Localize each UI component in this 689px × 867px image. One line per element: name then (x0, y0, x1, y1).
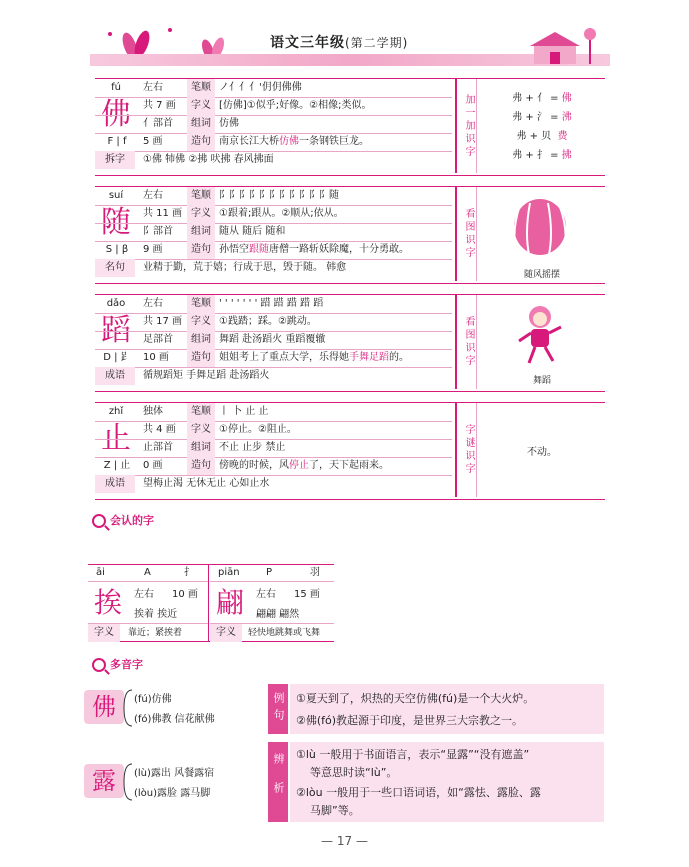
row-label: 字义 (187, 421, 215, 439)
radical: 阝部首 (143, 226, 173, 237)
index-letter: A (144, 567, 151, 578)
row-label: 字义 (187, 313, 215, 331)
analysis-line-2: ②lòu 一般用于一些口语词语，如“露怯、露脸、露 (296, 786, 541, 799)
side-equations: 弗 + 亻 = 佛 弗 + 氵 = 沸 弗 + 贝 费 弗 + 扌 = 拂 (512, 93, 572, 161)
row-label: 造句 (187, 241, 215, 259)
words: 翩翩 翩然 (256, 609, 300, 620)
stroke-order: ' ' ' ' ' ' ' 踖 踖 踖 踖 蹈 (219, 298, 324, 309)
example-sentence: 傍晚的时候，风停止了，天下起雨来。 (219, 460, 389, 471)
big-character: 蹈 (101, 313, 131, 348)
words: 挨着 挨近 (134, 609, 178, 620)
header-house-decoration (510, 24, 610, 70)
strokes-label: 笔顺 (187, 403, 215, 421)
image-caption: 舞蹈 (532, 376, 551, 386)
meaning: ①跟着;跟从。②顺从;依从。 (219, 208, 344, 219)
extra-strokes: 9 画 (143, 244, 163, 255)
strokes-label: 笔顺 (187, 79, 215, 97)
index-letter: S | β (105, 244, 129, 255)
foot-content: 望梅止渴 无休无止 心如止水 (143, 478, 270, 489)
foot-label: 成语 (95, 475, 135, 493)
stroke-count: 共 7 画 (143, 100, 176, 111)
meaning: 轻快地跳舞或飞舞 (248, 628, 321, 638)
row-label: 造句 (187, 133, 215, 151)
pinyin: zhǐ (108, 406, 124, 417)
structure: 左右 (143, 298, 163, 309)
page-number: — 17 — (321, 834, 368, 848)
pinyin: dǎo (106, 298, 126, 309)
brace-icon (122, 762, 134, 802)
analysis-box (290, 742, 604, 822)
char-block-dao (95, 294, 605, 392)
radical: 亻部首 (143, 118, 173, 129)
index-letter: Z | 止 (103, 460, 131, 471)
index-letter: P (266, 567, 273, 578)
riddle-text: 不动。 (527, 447, 557, 458)
row-label: 造句 (187, 457, 215, 475)
section-recognize-heading: 会认的字 (92, 512, 154, 528)
polyphone-char: 佛 (84, 690, 124, 724)
foot-label: 拆字 (95, 151, 135, 169)
page-title: 语文三年级(第二学期) (270, 35, 409, 51)
magnifier-icon (92, 658, 106, 672)
words: 仿佛 (219, 118, 239, 129)
foot-label: 成语 (95, 367, 135, 385)
structure: 左右 (143, 190, 163, 201)
stroke-count: 15 画 (294, 589, 320, 600)
image-caption: 随风摇摆 (523, 270, 560, 280)
words: 舞蹈 赴汤蹈火 重蹈覆辙 (219, 334, 326, 345)
foot-content: 循规蹈矩 手舞足蹈 赴汤蹈火 (143, 370, 270, 381)
foot-content: 业精于勤，荒于嬉；行成于思，毁于随。 韩愈 (143, 262, 347, 273)
char-block-sui (95, 186, 605, 284)
foot-label: 名句 (95, 259, 135, 277)
strokes-label: 笔顺 (187, 295, 215, 313)
reading-1: (lù)露出 风餐露宿 (134, 768, 215, 779)
row-label: 组词 (187, 115, 215, 133)
side-label: 加一加识字 (455, 79, 477, 173)
reading-2: (lòu)露脸 露马脚 (134, 788, 211, 799)
willow-tree-image (500, 195, 580, 261)
pinyin: piān (218, 567, 240, 578)
extra-strokes: 5 画 (143, 136, 163, 147)
words: 不止 止步 禁止 (219, 442, 286, 453)
structure: 独体 (143, 406, 163, 417)
reading-2: (fó)佛教 信花献佛 (134, 714, 215, 725)
reading-1: (fú)仿佛 (134, 694, 172, 705)
analysis-tag: 辨析 (268, 742, 288, 822)
row-label: 组词 (187, 439, 215, 457)
meaning: ①践踏；踩。②跳动。 (219, 316, 317, 327)
stroke-count: 10 画 (172, 589, 198, 600)
row-label: 造句 (187, 349, 215, 367)
big-character: 止 (101, 421, 131, 456)
example-sentence-2: ②佛(fó)教起源于印度，是世界三大宗教之一。 (296, 714, 524, 727)
row-label: 字义 (210, 624, 242, 642)
radical: 足部首 (143, 334, 173, 345)
page-header (90, 24, 610, 72)
side-label: 看图识字 (455, 187, 477, 281)
example-sentence: 孙悟空跟随唐僧一路斩妖除魔，十分勇敢。 (219, 244, 409, 255)
example-box (290, 684, 604, 734)
extra-strokes: 0 画 (143, 460, 163, 471)
extra-strokes: 10 画 (143, 352, 169, 363)
row-label: 字义 (187, 97, 215, 115)
stroke-count: 共 4 画 (143, 424, 176, 435)
pinyin: fú (111, 82, 121, 93)
radical: 止部首 (143, 442, 173, 453)
structure: 左右 (256, 589, 276, 600)
meaning: [仿佛]①似乎;好像。②相像;类似。 (219, 100, 372, 111)
pinyin: suí (108, 190, 124, 201)
foot-content: ①佛 㸬佛 ②拂 吠拂 春风拂面 (143, 154, 274, 165)
example-tag: 例句 (268, 684, 288, 734)
structure: 左右 (134, 589, 154, 600)
analysis-line-1: ①lù 一般用于书面语言，表示“显露”“没有遮盖” (296, 748, 530, 761)
big-character: 挨 (93, 586, 122, 619)
row-label: 组词 (187, 331, 215, 349)
row-label: 字义 (88, 624, 120, 642)
example-sentence-1: ①夏天到了，炽热的天空仿佛(fú)是一个大火炉。 (296, 692, 535, 705)
row-label: 组词 (187, 223, 215, 241)
radical: 羽 (310, 567, 320, 578)
char-block-fu (95, 78, 605, 176)
meaning: 靠近；紧挨着 (128, 628, 183, 638)
index-letter: F | f (107, 136, 127, 147)
structure: 左右 (143, 82, 163, 93)
big-character: 翩 (215, 586, 244, 619)
example-sentence: 南京长江大桥仿佛一条钢铁巨龙。 (219, 136, 369, 147)
strokes-label: 笔顺 (187, 187, 215, 205)
polyphone-char: 露 (84, 764, 124, 798)
pinyin: āi (96, 567, 105, 578)
analysis-line-1b: 等意思时读“lù”。 (310, 766, 398, 779)
dancing-girl-image (515, 301, 565, 367)
recognize-table (88, 564, 334, 642)
side-label: 字谜识字 (455, 403, 477, 497)
example-sentence: 姐姐考上了重点大学，乐得她手舞足蹈的。 (219, 352, 409, 363)
radical: 扌 (184, 567, 194, 578)
stroke-order: 丨 卜 止 止 (219, 406, 269, 417)
magnifier-icon (92, 514, 106, 528)
section-polyphone-heading: 多音字 (92, 656, 143, 672)
char-block-zhi (95, 402, 605, 500)
stroke-order: 阝阝阝阝阝阝阝阝阝阝阝随 (219, 190, 339, 201)
meaning: ①停止。②阻止。 (219, 424, 297, 435)
stroke-count: 共 17 画 (143, 316, 183, 327)
brace-icon (122, 688, 134, 728)
stroke-order: ノ亻亻亻'仴仴佛佛 (219, 82, 302, 93)
side-label: 看图识字 (455, 295, 477, 389)
big-character: 随 (101, 205, 131, 240)
big-character: 佛 (101, 97, 131, 132)
stroke-count: 共 11 画 (143, 208, 183, 219)
words: 随从 随后 随和 (219, 226, 286, 237)
index-letter: D | 𧾷 (103, 352, 131, 363)
row-label: 字义 (187, 205, 215, 223)
analysis-line-2b: 马脚”等。 (310, 804, 360, 817)
